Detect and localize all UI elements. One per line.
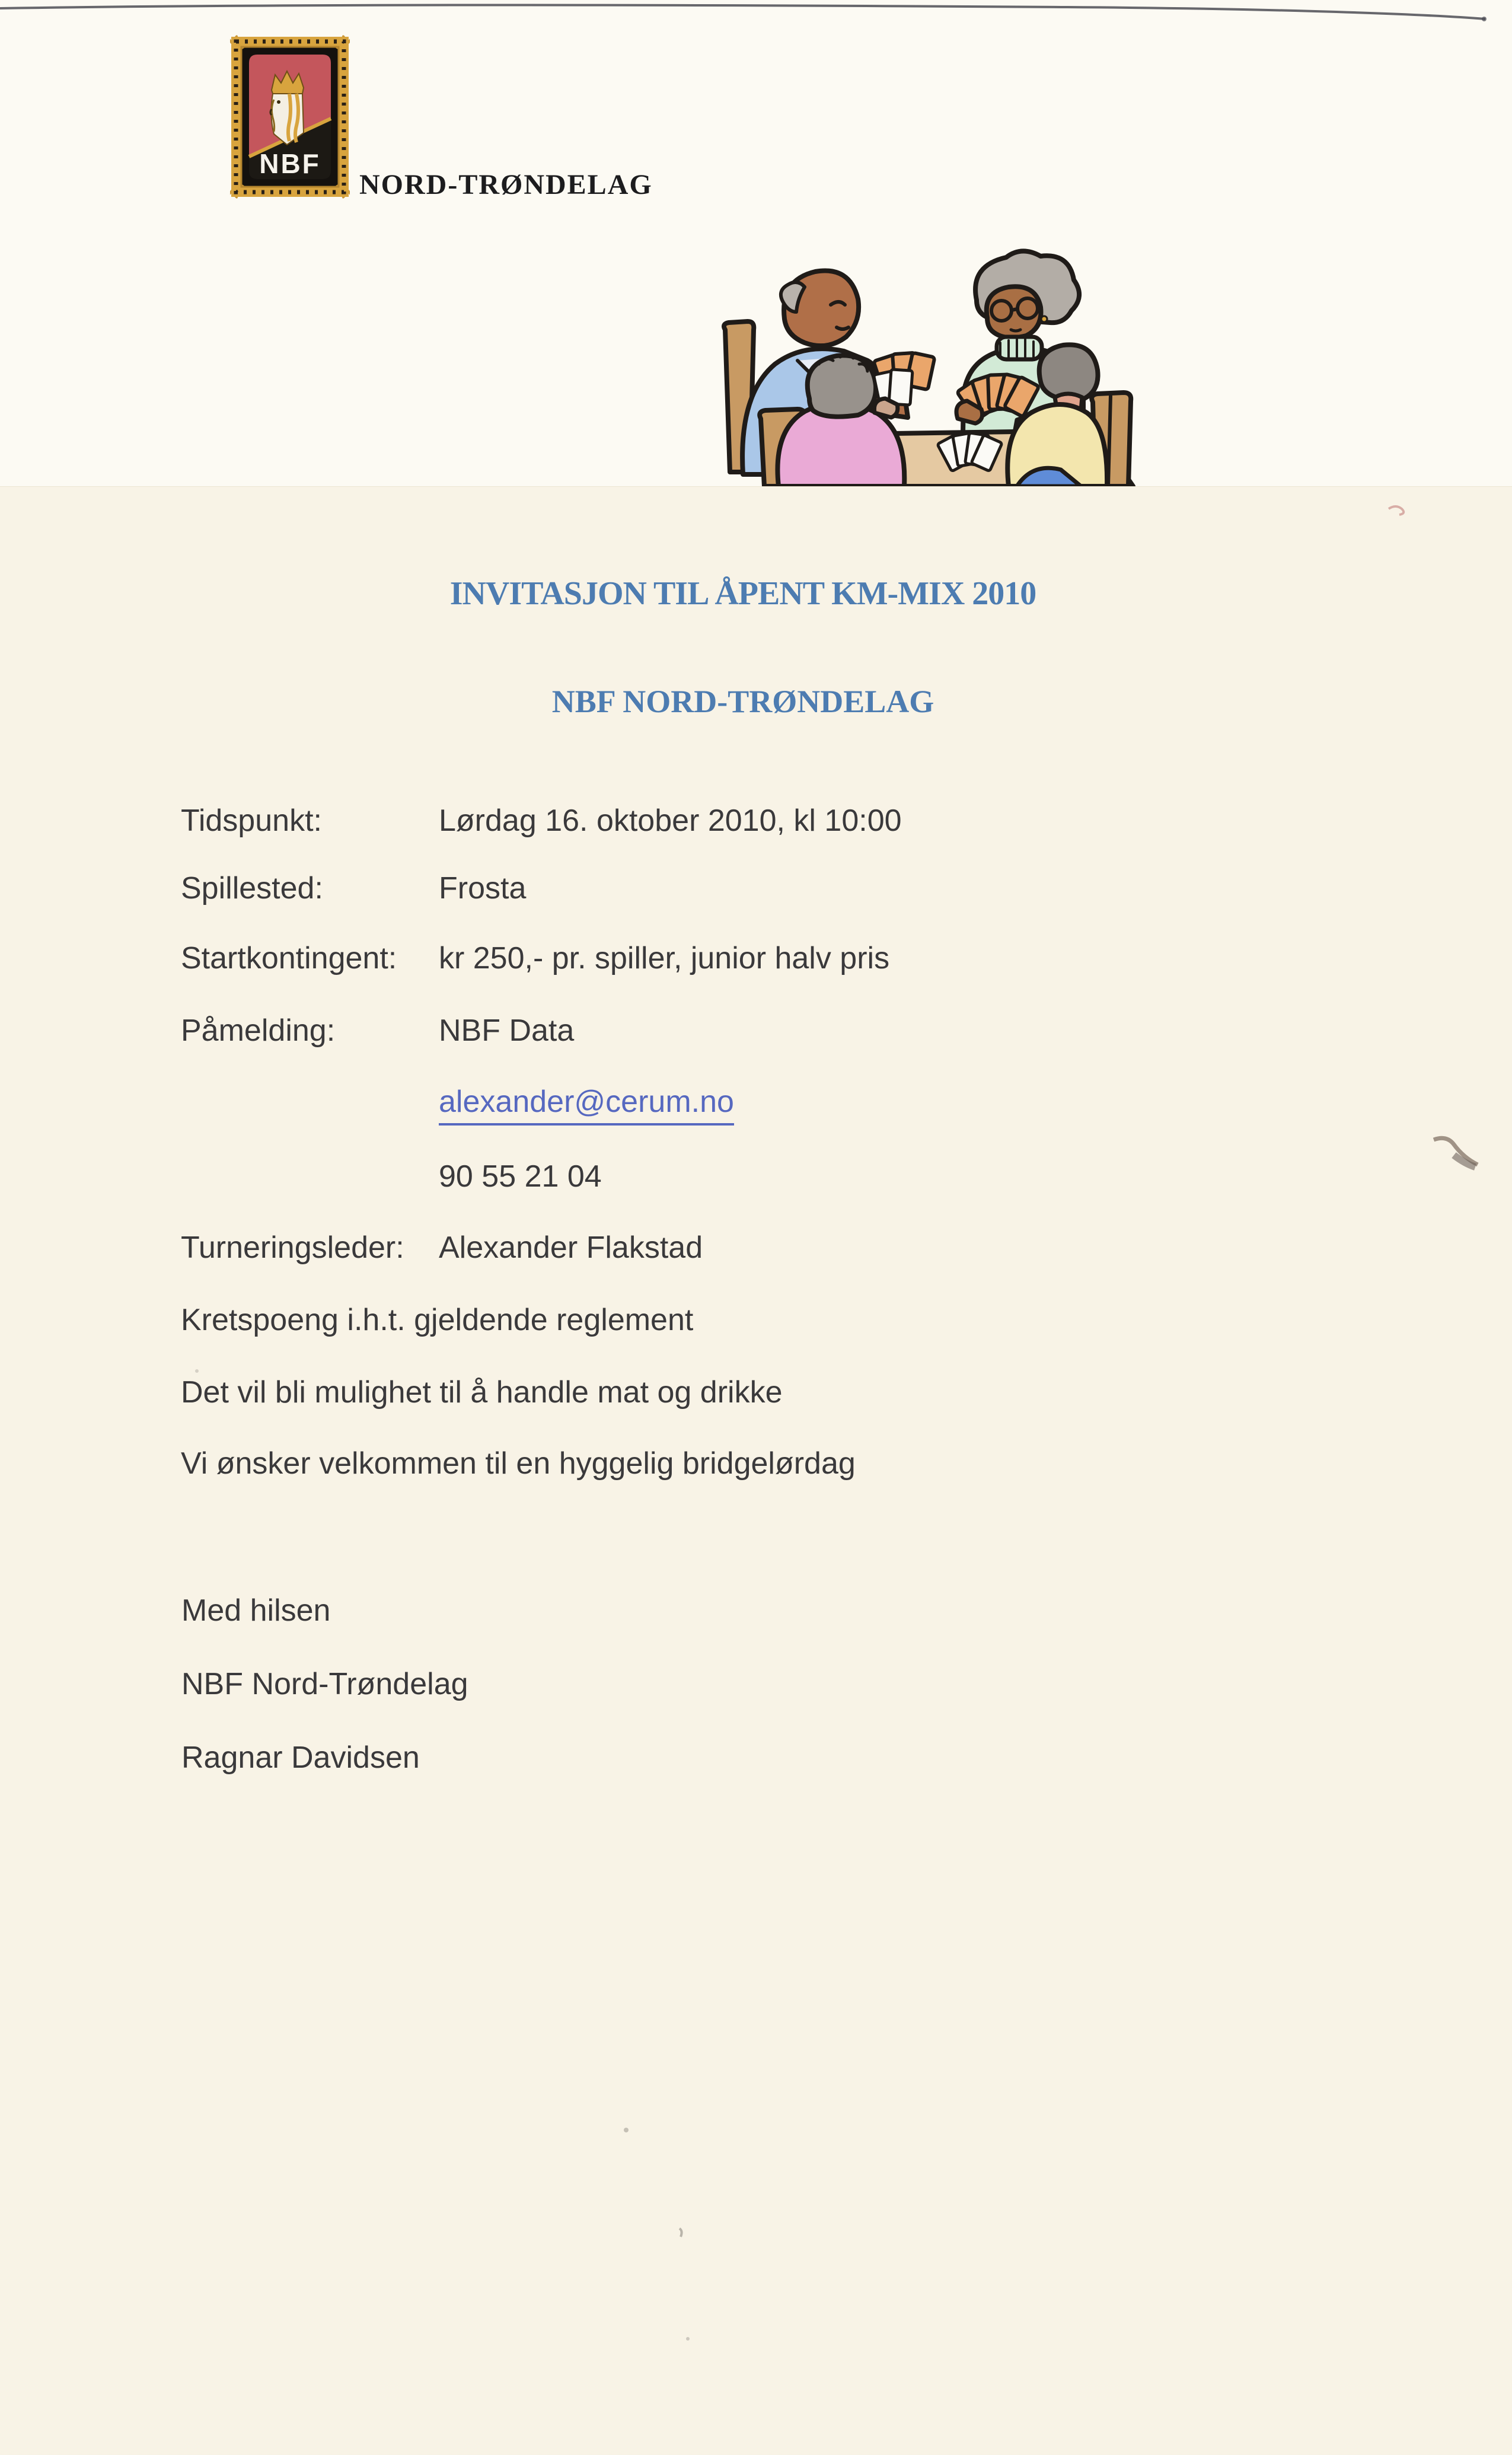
note-velkommen: Vi ønsker velkommen til en hyggelig bridgelørdag [181, 1446, 856, 1481]
invitation-title: INVITASJON TIL ÅPENT KM-MIX 2010 [449, 575, 1036, 612]
info-value: kr 250,- pr. spiller, junior halv pris [439, 941, 890, 975]
nbf-logo-text: NBF [259, 148, 321, 179]
info-label: Påmelding: [181, 1013, 336, 1048]
note-mat-drikke: Det vil bli mulighet til å handle mat og drikke [181, 1375, 783, 1410]
info-value: NBF Data [439, 1013, 575, 1048]
email-link[interactable]: alexander@cerum.no [439, 1083, 734, 1126]
info-value: Alexander Flakstad [439, 1230, 703, 1265]
bridge-players-clipart [709, 235, 1147, 486]
nbf-logo [230, 33, 350, 200]
info-label: Tidspunkt: [181, 804, 322, 838]
info-value: Lørdag 16. oktober 2010, kl 10:00 [439, 804, 902, 838]
info-label: Spillested: [181, 871, 323, 906]
invitation-subtitle: NBF NORD-TRØNDELAG [551, 684, 934, 719]
signature-closing: Med hilsen [181, 1593, 331, 1628]
info-label: Startkontingent: [181, 941, 397, 975]
info-label: Turneringsleder: [181, 1230, 404, 1265]
info-value: Frosta [439, 871, 527, 906]
phone-number: 90 55 21 04 [439, 1159, 602, 1194]
note-kretspoeng: Kretspoeng i.h.t. gjeldende reglement [181, 1303, 694, 1337]
signature-name: Ragnar Davidsen [181, 1740, 420, 1775]
letterhead-org-name: NORD-TRØNDELAG [359, 169, 653, 200]
signature-org: NBF Nord-Trøndelag [181, 1667, 468, 1701]
